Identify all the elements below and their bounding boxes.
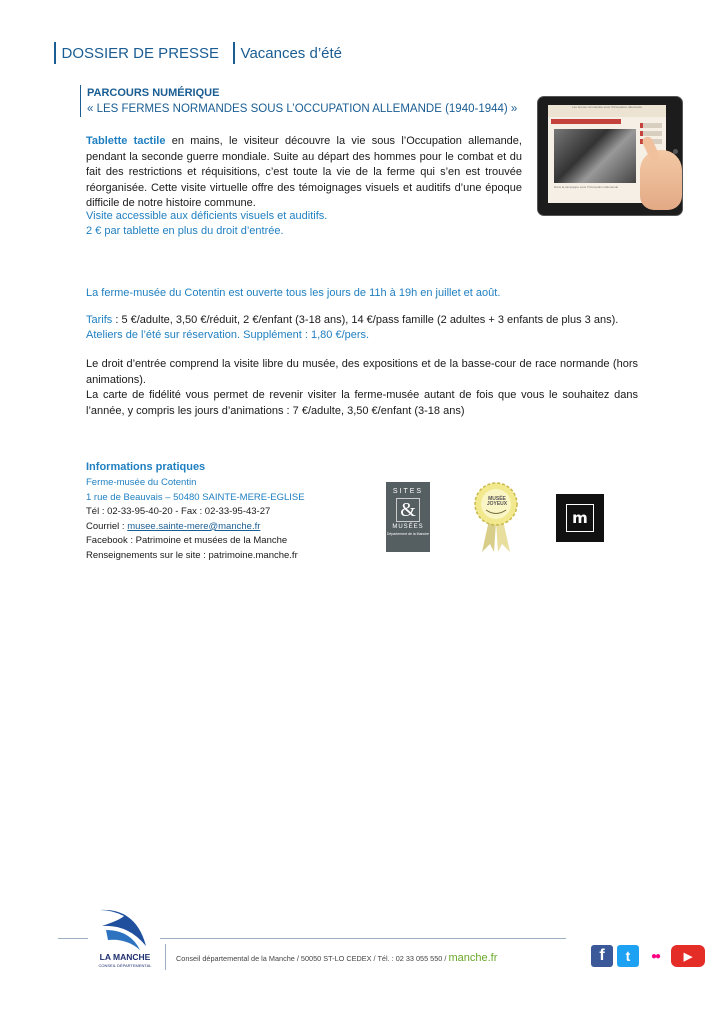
la-manche-logo bbox=[90, 906, 160, 976]
tarifs bbox=[86, 313, 618, 329]
footer-address bbox=[176, 952, 497, 964]
parcours-heading bbox=[80, 85, 517, 117]
sites-logo-amp: & bbox=[396, 498, 420, 522]
mail-link[interactable]: musee.sainte-mere@manche.fr bbox=[127, 520, 261, 532]
tablet-screen-caption: Dans la campagne sous l’Occupation allemande bbox=[554, 185, 619, 189]
droit-entree: Le droit d’entrée comprend la visite libre du musée, des expositions et de la basse-cour de race normande (hors animations). bbox=[86, 358, 638, 386]
parcours-label: PARCOURS NUMÉRIQUE bbox=[87, 87, 220, 99]
m-logo bbox=[556, 494, 604, 542]
footer-site-link[interactable]: manche.fr bbox=[448, 952, 498, 964]
carte-fidelite: La carte de fidélité vous permet de revenir visiter la ferme-musée autant de fois que vous le souhaitez dans l’année, y compris les jours d’animations : 7 €/adulte, 3,50 €/enfant (3-18 ans) bbox=[86, 389, 638, 417]
la-manche-emblem-icon bbox=[90, 906, 160, 952]
sites-musees-logo bbox=[386, 482, 430, 552]
flickr-icon[interactable]: ●● bbox=[644, 945, 666, 967]
header-separator bbox=[233, 42, 235, 64]
pratiques-name: Ferme-musée du Cotentin bbox=[86, 477, 197, 488]
footer-line-right bbox=[160, 938, 566, 939]
footer-line-left bbox=[58, 938, 88, 939]
header-section: DOSSIER DE PRESSE bbox=[61, 44, 220, 62]
hand-image bbox=[640, 150, 682, 210]
pratiques-mail-line bbox=[86, 520, 305, 535]
twitter-icon[interactable]: t bbox=[617, 945, 639, 967]
pratiques-block bbox=[86, 476, 305, 564]
parcours-subtitle: « LES FERMES NORMANDES SOUS L’OCCUPATION ALLEMANDE (1940-1944) » bbox=[87, 103, 518, 115]
footer-text: Conseil départemental de la Manche / 50050 ST-LO CEDEX / Tél. : 02 33 055 550 / bbox=[176, 954, 449, 963]
tablet-photo bbox=[554, 129, 636, 183]
parcours-access: Visite accessible aux déficients visuels et auditifs. bbox=[86, 210, 328, 222]
facebook-icon[interactable]: f bbox=[591, 945, 613, 967]
mail-label: Courriel : bbox=[86, 520, 128, 532]
header-title: Vacances d’été bbox=[240, 44, 343, 62]
parcours-price: 2 € par tablette en plus du droit d’entrée. bbox=[86, 225, 284, 237]
footer-divider bbox=[165, 944, 166, 970]
pratiques-title: Informations pratiques bbox=[86, 461, 206, 473]
header-bar bbox=[54, 42, 56, 64]
sites-logo-top: SITES bbox=[392, 488, 424, 495]
opening-hours: La ferme-musée du Cotentin est ouverte tous les jours de 11h à 19h en juillet et août. bbox=[86, 287, 501, 299]
rosette-text: MUSÉE JOYEUX bbox=[486, 496, 508, 507]
tablet-screen-title: Les fermes normandes sous l’Occupation allemande bbox=[548, 105, 666, 117]
parcours-description bbox=[86, 134, 522, 212]
tablet-screen-caption-bar bbox=[551, 119, 621, 124]
tarifs-label: Tarifs bbox=[86, 314, 113, 326]
parcours-lead: Tablette tactile bbox=[86, 135, 166, 147]
youtube-icon[interactable]: ▶ bbox=[671, 945, 705, 967]
footer-brand-sub: CONSEIL DÉPARTEMENTAL bbox=[98, 963, 152, 968]
pratiques-address: 1 rue de Beauvais – 50480 SAINTE-MERE-EGLISE bbox=[86, 491, 305, 503]
document-header bbox=[54, 42, 342, 64]
sites-logo-bottom: MUSÉES bbox=[392, 524, 424, 530]
pratiques-site: Renseignements sur le site : patrimoine.manche.fr bbox=[86, 549, 298, 561]
pratiques-phone: Tél : 02-33-95-40-20 - Fax : 02-33-95-43-27 bbox=[86, 506, 271, 518]
pratiques-facebook: Facebook : Patrimoine et musées de la Manche bbox=[86, 535, 288, 547]
footer-brand: LA MANCHE bbox=[99, 952, 151, 962]
sites-logo-small: Département de la Manche bbox=[386, 532, 430, 536]
parcours-body: en mains, le visiteur découvre la vie sous l’Occupation allemande, pendant la seconde guerre mondiale. Suite au départ des hommes pour le combat et du fait des restrictions et réquisitions, c’est toute la vie de la ferme qui s’en est trouvée réorganisée. Cette visite virtuelle offre des témoignages visuels et auditifs d’une époque difficile de notre histoire commune. bbox=[86, 135, 522, 210]
tarifs-text: : 5 €/adulte, 3,50 €/réduit, 2 €/enfant (3-18 ans), 14 €/pass famille (2 adultes + 3 enfants de plus 3 ans). bbox=[112, 314, 619, 326]
musee-joyeux-rosette-logo bbox=[472, 480, 520, 554]
ateliers: Ateliers de l’été sur réservation. Supplément : 1,80 €/pers. bbox=[86, 329, 370, 341]
m-logo-letter: m bbox=[566, 504, 594, 532]
